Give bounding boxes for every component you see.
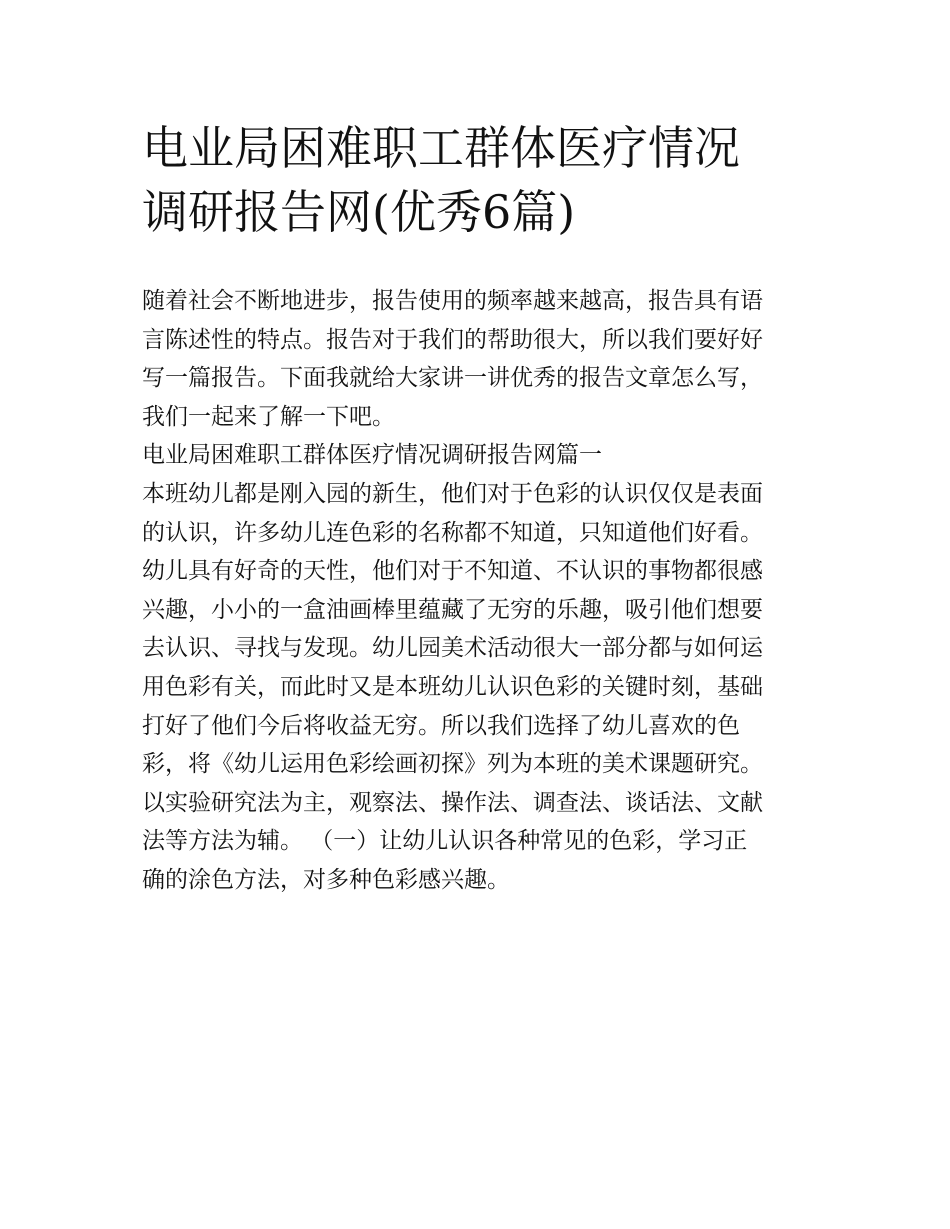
section-line: 幼儿具有好奇的天性，他们对于不知道、不认识的事物都很感 [142,558,763,585]
intro-line: 言陈述性的特点。报告对于我们的帮助很大，所以我们要好好 [142,326,763,353]
intro-line: 写一篇报告。下面我就给大家讲一讲优秀的报告文章怎么写， [142,365,763,392]
intro-line: 我们一起来了解一下吧。 [142,403,395,430]
section-heading: 电业局困难职工群体医疗情况调研报告网篇一 [142,442,602,469]
section-line: 去认识、寻找与发现。幼儿园美术活动很大一部分都与如何运 [142,635,763,662]
section-line: 以实验研究法为主，观察法、操作法、调查法、谈话法、文献 [142,789,763,816]
document-body [142,282,822,900]
intro-line: 随着社会不断地进步，报告使用的频率越来越高，报告具有语 [142,288,763,314]
title-line: 电业局困难职工群体医疗情况 [142,121,740,175]
section-line: 本班幼儿都是刚入园的新生，他们对于色彩的认识仅仅是表面 [142,480,763,507]
section-line: 彩，将《幼儿运用色彩绘画初探》列为本班的美术课题研究。 [142,751,763,778]
section-line: 用色彩有关，而此时又是本班幼儿认识色彩的关键时刻，基础 [142,673,763,700]
section-line: 打好了他们今后将收益无穷。所以我们选择了幼儿喜欢的色 [142,712,740,739]
section-line: 法等方法为辅。 （一）让幼儿认识各种常见的色彩，学习正 [142,828,748,855]
document-title [142,116,822,244]
section-line: 兴趣，小小的一盒油画棒里蕴藏了无穷的乐趣，吸引他们想要 [142,596,763,623]
title-line: 调研报告网(优秀6篇) [142,185,576,239]
section-line: 确的涂色方法，对多种色彩感兴趣。 [142,866,510,893]
section-line: 的认识，许多幼儿连色彩的名称都不知道，只知道他们好看。 [142,519,763,546]
